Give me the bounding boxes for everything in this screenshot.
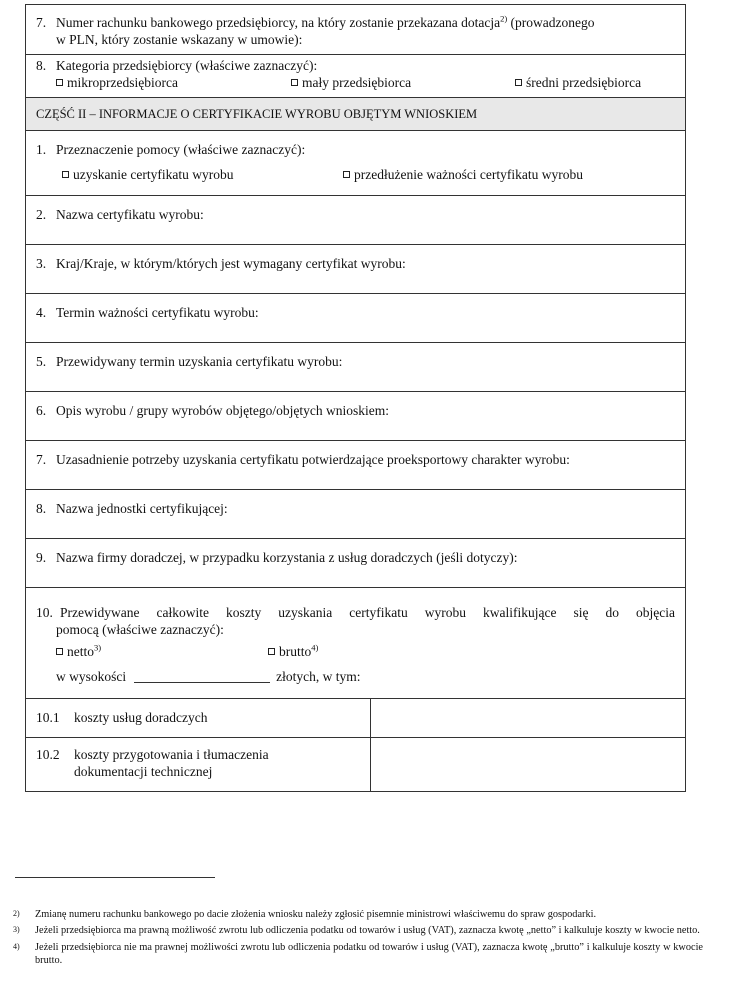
section-header bbox=[26, 98, 685, 131]
amount-suffix: złotych, w tym: bbox=[276, 669, 361, 684]
item-label: Przeznaczenie pomocy (właściwe zaznaczyć): bbox=[56, 142, 306, 157]
checkbox-extend-certificate[interactable]: przedłużenie ważności certyfikatu wyrobu bbox=[343, 167, 583, 184]
item-label-continued: (prowadzonego bbox=[507, 15, 595, 30]
item-label: Numer rachunku bankowego przedsiębiorcy, na który zostanie przekazana dotacja bbox=[56, 15, 501, 30]
consulting-firm-row[interactable] bbox=[26, 539, 685, 588]
checkbox-obtain-certificate[interactable]: uzyskanie certyfikatu wyrobu bbox=[62, 167, 233, 184]
cost-number: 10.2 bbox=[36, 747, 60, 762]
aid-purpose-row bbox=[26, 131, 685, 196]
checkbox-medium[interactable]: średni przedsiębiorca bbox=[515, 75, 641, 92]
footnotes bbox=[13, 908, 703, 971]
bank-account-row[interactable] bbox=[26, 5, 685, 55]
section-title: CZĘŚĆ II – INFORMACJE O CERTYFIKACIE WYROBU OBJĘTYM WNIOSKIEM bbox=[36, 107, 478, 121]
checkbox-netto[interactable]: netto$^{3)}$ bbox=[56, 644, 101, 661]
footnote-mark: 2) bbox=[13, 909, 20, 918]
footnote-divider bbox=[15, 877, 215, 878]
certifying-body-row[interactable] bbox=[26, 490, 685, 539]
product-description-row[interactable] bbox=[26, 392, 685, 441]
item-label: Nazwa certyfikatu wyrobu: bbox=[56, 207, 204, 222]
cost-label: koszty usług doradczych bbox=[74, 710, 208, 725]
cost-label-line2: dokumentacji technicznej bbox=[74, 763, 213, 779]
item-label: Opis wyrobu / grupy wyrobów objętego/objętych wnioskiem: bbox=[56, 403, 389, 418]
checkbox-icon[interactable] bbox=[56, 648, 63, 655]
enterprise-category-row bbox=[26, 55, 685, 98]
item-number: 7. bbox=[36, 15, 47, 30]
amount-prefix: w wysokości bbox=[56, 669, 127, 684]
item-number: 3. bbox=[36, 256, 47, 271]
validity-term-row[interactable] bbox=[26, 294, 685, 343]
item-number: 6. bbox=[36, 403, 47, 418]
checkbox-brutto[interactable]: brutto$^{4)}$ bbox=[268, 644, 318, 661]
cost-documentation-row bbox=[26, 738, 685, 791]
cost-number: 10.1 bbox=[36, 710, 60, 725]
footnote-text: Jeżeli przedsiębiorca ma prawną możliwość zwrotu lub odliczenia podatku od towarów i usług (VAT), zaznacza kwotę „netto” i kalkuluje koszty w kwocie netto. bbox=[35, 925, 700, 937]
expected-term-row[interactable] bbox=[26, 343, 685, 392]
total-costs-row bbox=[26, 588, 685, 699]
item-number: 8. bbox=[36, 501, 47, 516]
item-label: Nazwa jednostki certyfikującej: bbox=[56, 501, 228, 516]
item-label: Przewidywany termin uzyskania certyfikatu wyrobu: bbox=[56, 354, 343, 369]
amount-input[interactable] bbox=[134, 670, 270, 683]
item-label: Przewidywane całkowite koszty uzyskania certyfikatu wyrobu kwalifikujące się do objęcia bbox=[60, 605, 675, 620]
item-label: Nazwa firmy doradczej, w przypadku korzystania z usług doradczych (jeśli dotyczy): bbox=[56, 550, 518, 565]
country-row[interactable] bbox=[26, 245, 685, 294]
certificate-name-row[interactable] bbox=[26, 196, 685, 245]
footnote-item bbox=[13, 941, 703, 968]
footnote-mark: 3) bbox=[13, 925, 20, 935]
checkbox-icon[interactable] bbox=[62, 171, 69, 178]
checkbox-icon[interactable] bbox=[515, 79, 522, 86]
item-label: Termin ważności certyfikatu wyrobu: bbox=[56, 305, 259, 320]
footnote-text: Jeżeli przedsiębiorca nie ma prawnej możliwości zwrotu lub odliczenia podatku od towarów i usług (VAT), zaznacza kwotę „brutto” i kalkuluje koszty w kwocie brutto. bbox=[35, 941, 703, 967]
item-label-line2: pomocą (właściwe zaznaczyć): bbox=[56, 621, 224, 637]
item-number: 5. bbox=[36, 354, 47, 369]
footnote-item bbox=[13, 908, 703, 921]
footnote-item bbox=[13, 924, 703, 937]
item-number: 1. bbox=[36, 142, 47, 157]
checkbox-micro[interactable]: mikroprzedsiębiorca bbox=[56, 75, 178, 92]
footnote-ref: 2) bbox=[500, 13, 508, 24]
justification-row[interactable] bbox=[26, 441, 685, 490]
item-number: 2. bbox=[36, 207, 47, 222]
cost-documentation-value[interactable] bbox=[371, 738, 685, 791]
item-label: Kraj/Kraje, w którym/których jest wymagany certyfikat wyrobu: bbox=[56, 256, 406, 271]
item-number: 10. bbox=[36, 605, 53, 620]
item-number: 9. bbox=[36, 550, 47, 565]
application-form bbox=[25, 4, 686, 792]
item-label-line2: w PLN, który zostanie wskazany w umowie): bbox=[56, 31, 303, 47]
checkbox-small[interactable]: mały przedsiębiorca bbox=[291, 75, 411, 92]
cost-consulting-row bbox=[26, 699, 685, 738]
item-label: Uzasadnienie potrzeby uzyskania certyfikatu potwierdzające proeksportowy charakter wyrobu: bbox=[56, 452, 570, 467]
checkbox-icon[interactable] bbox=[56, 79, 63, 86]
checkbox-icon[interactable] bbox=[268, 648, 275, 655]
item-label: Kategoria przedsiębiorcy (właściwe zaznaczyć): bbox=[56, 58, 318, 73]
item-number: 8. bbox=[36, 58, 47, 73]
cost-consulting-value[interactable] bbox=[371, 699, 685, 737]
cost-label: koszty przygotowania i tłumaczenia bbox=[74, 747, 269, 762]
checkbox-icon[interactable] bbox=[291, 79, 298, 86]
footnote-mark: 4) bbox=[13, 941, 20, 951]
footnote-text: Zmianę numeru rachunku bankowego po dacie złożenia wniosku należy zgłosić pisemnie ministrowi właściwemu do spraw gospodarki. bbox=[35, 909, 597, 920]
checkbox-icon[interactable] bbox=[343, 171, 350, 178]
item-number: 4. bbox=[36, 305, 47, 320]
amount-line bbox=[56, 669, 361, 686]
item-number: 7. bbox=[36, 452, 47, 467]
